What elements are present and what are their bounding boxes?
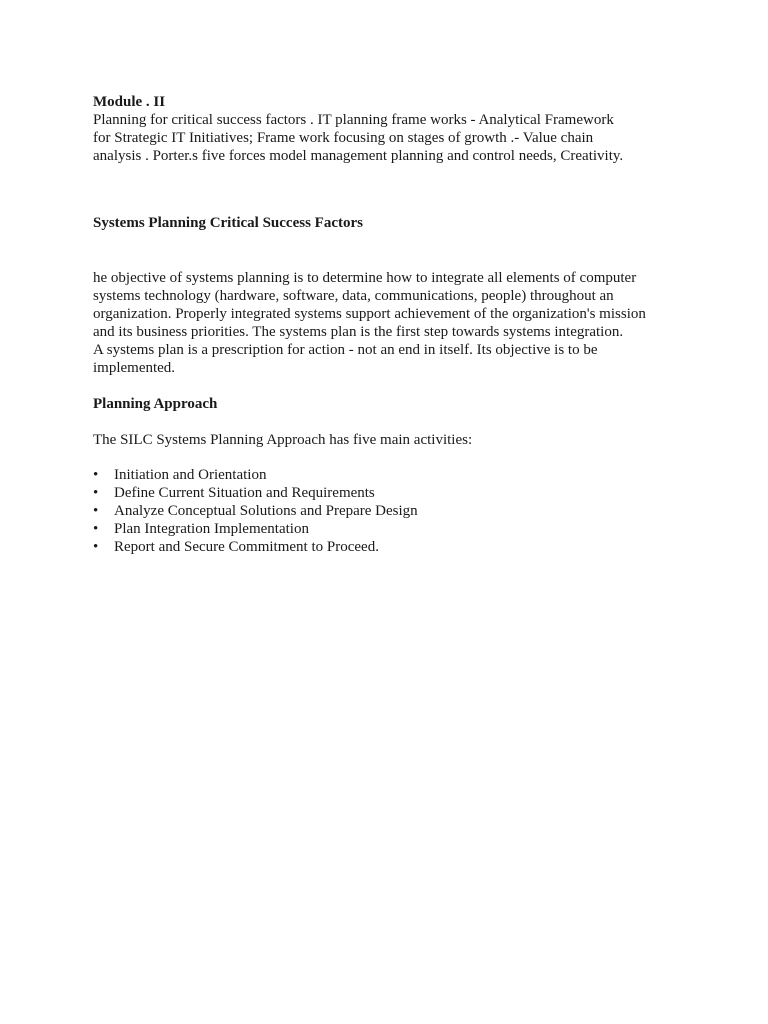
section-heading-critical-success-factors: Systems Planning Critical Success Factors	[93, 215, 363, 231]
paragraph-line-5: A systems plan is a prescription for action - not an end in itself. Its objective is to be	[93, 342, 598, 358]
intro-line-1: Planning for critical success factors . IT planning frame works - Analytical Framework	[93, 112, 614, 128]
paragraph-line-3: organization. Properly integrated systems support achievement of the organization's mission	[93, 306, 646, 322]
bullet-icon: •	[93, 503, 99, 519]
list-item-text: Initiation and Orientation	[114, 467, 267, 483]
paragraph-line-2: systems technology (hardware, software, data, communications, people) throughout an	[93, 288, 614, 304]
list-item-text: Plan Integration Implementation	[114, 521, 309, 537]
list-item	[93, 502, 418, 520]
module-heading: Module . II	[93, 94, 166, 110]
list-item-text: Define Current Situation and Requirements	[114, 485, 375, 501]
bullet-icon: •	[93, 485, 99, 501]
section-heading-planning-approach: Planning Approach	[93, 396, 218, 412]
list-item	[93, 484, 375, 502]
list-item	[93, 466, 266, 484]
planning-approach-intro: The SILC Systems Planning Approach has five main activities:	[93, 432, 473, 448]
intro-line-3: analysis . Porter.s five forces model management planning and control needs, Creativity.	[93, 148, 624, 164]
list-item-text: Report and Secure Commitment to Proceed.	[114, 539, 379, 555]
bullet-icon: •	[93, 521, 99, 537]
paragraph-line-4: and its business priorities. The systems plan is the first step towards systems integration.	[93, 324, 624, 340]
list-item	[93, 538, 379, 556]
list-item	[93, 520, 309, 538]
intro-line-2: for Strategic IT Initiatives; Frame work focusing on stages of growth .- Value chain	[93, 130, 594, 146]
paragraph-line-6: implemented.	[93, 360, 176, 376]
paragraph-line-1: he objective of systems planning is to determine how to integrate all elements of computer	[93, 270, 637, 286]
bullet-icon: •	[93, 467, 99, 483]
list-item-text: Analyze Conceptual Solutions and Prepare Design	[114, 503, 418, 519]
bullet-icon: •	[93, 539, 99, 555]
